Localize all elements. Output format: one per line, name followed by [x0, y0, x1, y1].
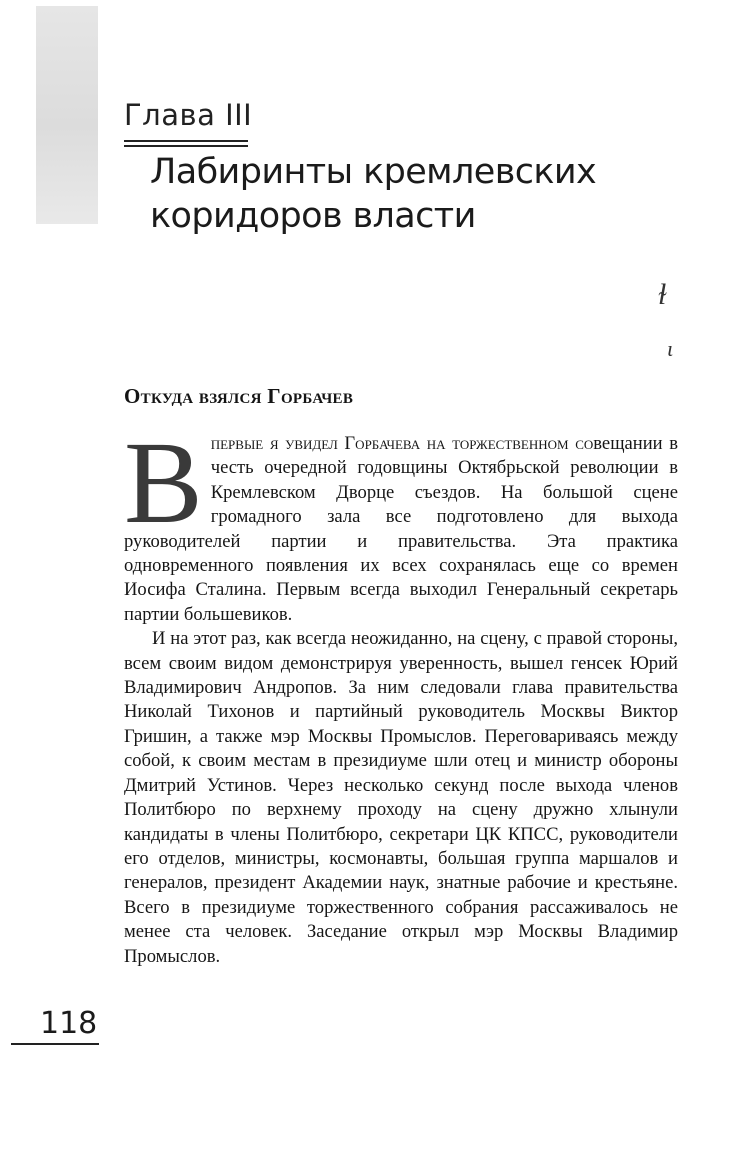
decorative-grey-block	[36, 6, 98, 224]
chapter-label-rule-bottom	[124, 145, 248, 147]
drop-cap: В	[124, 417, 203, 548]
section-heading: Откуда взялся Горбачев	[124, 384, 354, 408]
body-text	[124, 417, 678, 969]
chapter-title	[150, 150, 710, 238]
chapter-label: Глава III	[124, 98, 253, 132]
margin-handwritten-mark: ι	[667, 336, 674, 361]
paragraph-1-text: вещании в честь очередной годовщины Октябрьской революции в Кремлевском Дворце съездов. На большой сцене громадного зала все подготовлено для выхода руководителей партии и правительства. Эта практика одновременного появления их всех сохранялась еще со времен Иосифа Сталина. Первым всегда выходил Генеральный секретарь партии большевиков.	[124, 433, 678, 625]
margin-handwritten-mark: ɫ	[658, 278, 667, 311]
chapter-title-line-1: Лабиринты кремлевских	[150, 152, 597, 192]
paragraph-1	[124, 417, 678, 627]
page-number-rule	[11, 1043, 99, 1045]
chapter-title-line-2: коридоров власти	[150, 196, 476, 236]
paragraph-lead-in: первые я увидел Горбачева на торжественном со	[210, 433, 594, 454]
page-number: 118	[40, 1006, 98, 1041]
paragraph-2: И на этот раз, как всегда неожиданно, на сцену, с правой стороны, всем своим видом демонстрируя уверенность, вышел генсек Юрий Владимирович Андропов. За ним следовали глава правительства Николай Тихонов и партийный руководитель Москвы Виктор Гришин, а также мэр Москвы Промыслов. Переговариваясь между собой, к своим местам в президиуме шли отец и министр обороны Дмитрий Устинов. Через несколько секунд после выхода членов Политбюро по верхнему проходу на сцену дружно хлынули кандидаты в члены Политбюро, секретари ЦК КПСС, руководители его отделов, министры, космонавты, большая группа маршалов и генералов, президент Академии наук, знатные рабочие и крестьяне. Всего в президиуме торжественного собрания рассаживалось не менее ста человек. Заседание открыл мэр Москвы Владимир Промыслов.	[124, 628, 678, 967]
chapter-label-rule-top	[124, 140, 248, 142]
